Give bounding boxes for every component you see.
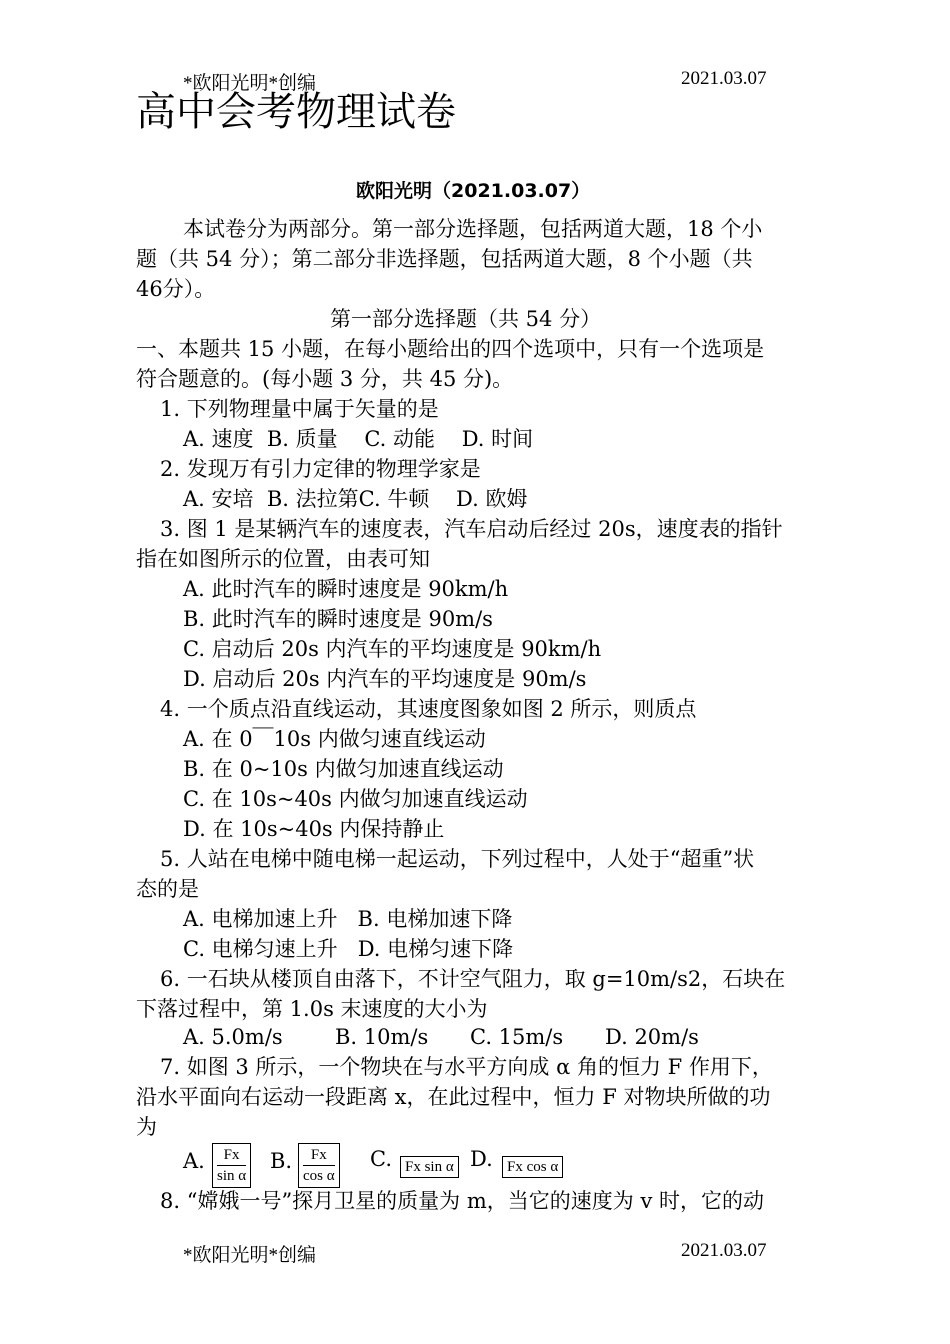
question-2: 2. 发现万有引力定律的物理学家是 (160, 457, 481, 481)
question-6-option-d: D. 20m/s (605, 1025, 699, 1049)
question-7-line-1: 7. 如图 3 所示，一个物块在与水平方向成 α 角的恒力 F 作用下， (160, 1055, 773, 1079)
question-3-option-b: B. 此时汽车的瞬时速度是 90m/s (183, 607, 493, 631)
question-7-option-b-fraction (298, 1143, 340, 1188)
question-7-line-3: 为 (136, 1115, 157, 1139)
question-3-option-c: C. 启动后 20s 内汽车的平均速度是 90km/h (183, 637, 602, 661)
intro-line-1: 本试卷分为两部分。第一部分选择题，包括两道大题，18 个小 (183, 217, 763, 241)
instructions-line-1: 一、本题共 15 小题，在每小题给出的四个选项中，只有一个选项是 (136, 337, 765, 361)
question-4-option-a: A. 在 0￣10s 内做匀速直线运动 (183, 727, 486, 751)
fraction-numerator: Fx (217, 1146, 246, 1166)
question-7-option-a-fraction (212, 1143, 251, 1188)
question-6-line-2: 下落过程中，第 1.0s 末速度的大小为 (136, 997, 488, 1021)
question-3-line-2: 指在如图所示的位置，由表可知 (136, 547, 430, 571)
instructions-line-2: 符合题意的。(每小题 3 分，共 45 分)。 (136, 367, 514, 391)
question-4-option-b: B. 在 0~10s 内做匀加速直线运动 (183, 757, 504, 781)
question-6-option-b: B. 10m/s (335, 1025, 429, 1049)
question-2-options: A. 安培 B. 法拉第C. 牛顿 D. 欧姆 (183, 487, 528, 511)
footer-author: *欧阳光明*创编 (183, 1245, 317, 1266)
intro-line-2: 题（共 54 分）；第二部分非选择题，包括两道大题，8 个小题（共 (136, 247, 753, 271)
fraction-numerator: Fx (303, 1146, 335, 1166)
header-date: 2021.03.07 (681, 68, 767, 89)
question-7-option-a-label: A. (183, 1149, 205, 1173)
question-4-option-c: C. 在 10s~40s 内做匀加速直线运动 (183, 787, 528, 811)
question-7-option-c-label: C. (370, 1147, 392, 1171)
header-author: *欧阳光明*创编 (183, 73, 317, 94)
question-7-option-d-label: D. (470, 1147, 493, 1171)
question-1: 1. 下列物理量中属于矢量的是 (160, 397, 439, 421)
question-4: 4. 一个质点沿直线运动，其速度图象如图 2 所示，则质点 (160, 697, 697, 721)
question-7-line-2: 沿水平面向右运动一段距离 x，在此过程中，恒力 F 对物块所做的功 (136, 1085, 771, 1109)
question-5-line-1: 5. 人站在电梯中随电梯一起运动，下列过程中，人处于“超重”状 (160, 847, 755, 871)
question-7-option-d-expression: Fx cos α (502, 1156, 563, 1178)
question-7-option-b-label: B. (270, 1149, 293, 1173)
page-title: 高中会考物理试卷 (136, 89, 456, 135)
question-5-options-ab: A. 电梯加速上升 B. 电梯加速下降 (183, 907, 513, 931)
question-4-option-d: D. 在 10s~40s 内保持静止 (183, 817, 445, 841)
question-7-option-c-expression: Fx sin α (400, 1156, 459, 1178)
footer-date: 2021.03.07 (681, 1240, 767, 1261)
question-6-option-a: A. 5.0m/s (183, 1025, 283, 1049)
question-8-line-1: 8. “嫦娥一号”探月卫星的质量为 m，当它的速度为 v 时，它的动 (160, 1189, 764, 1213)
question-1-options: A. 速度 B. 质量 C. 动能 D. 时间 (183, 427, 534, 451)
question-3-line-1: 3. 图 1 是某辆汽车的速度表，汽车启动后经过 20s，速度表的指针 (160, 517, 783, 541)
question-5-options-cd: C. 电梯匀速上升 D. 电梯匀速下降 (183, 937, 514, 961)
question-6-line-1: 6. 一石块从楼顶自由落下，不计空气阻力，取 g=10m/s2，石块在 (160, 967, 786, 991)
question-3-option-a: A. 此时汽车的瞬时速度是 90km/h (183, 577, 509, 601)
section-title: 第一部分选择题（共 54 分） (330, 307, 602, 331)
question-5-line-2: 态的是 (136, 877, 199, 901)
question-6-option-c: C. 15m/s (470, 1025, 564, 1049)
fraction-denominator: cos α (303, 1168, 335, 1184)
question-3-option-d: D. 启动后 20s 内汽车的平均速度是 90m/s (183, 667, 587, 691)
intro-line-3: 46分）。 (136, 277, 216, 301)
author-subtitle: 欧阳光明（2021.03.07） (356, 180, 591, 202)
fraction-denominator: sin α (217, 1168, 247, 1184)
